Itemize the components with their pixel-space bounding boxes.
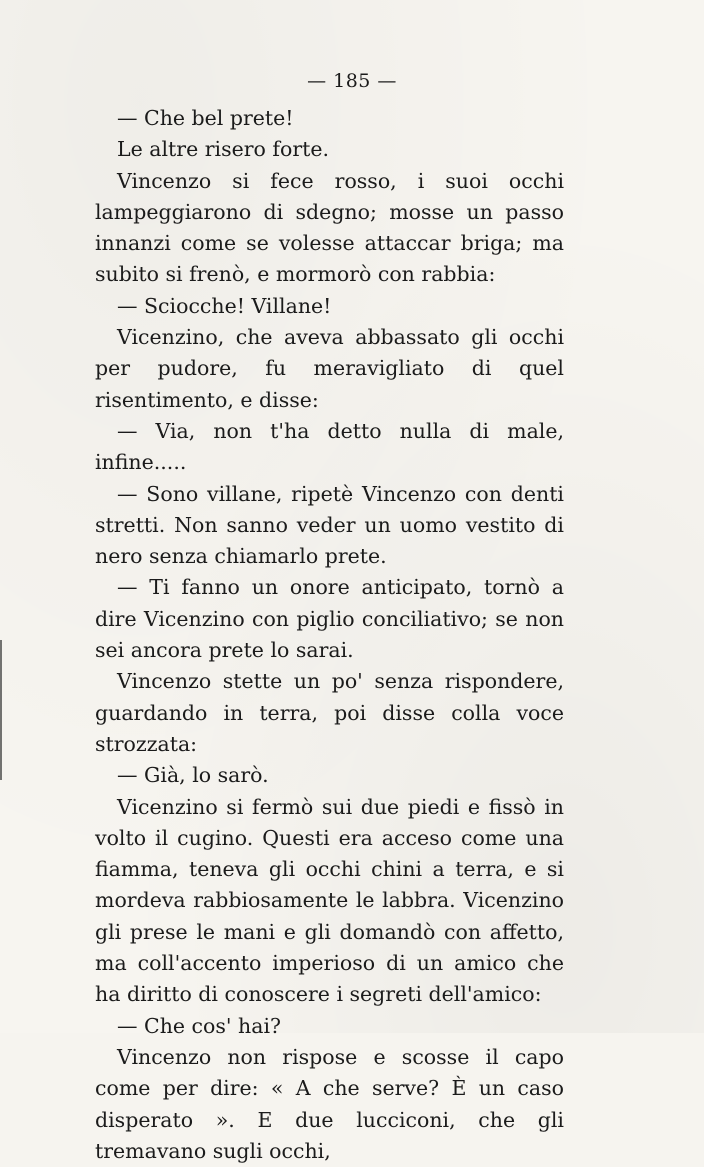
paragraph: — Sciocche! Villane! (117, 293, 332, 318)
body-text (95, 103, 564, 1167)
paragraph: Vincenzo stette un po' senza rispondere, guardando in terra, poi disse colla voce strozzata: (95, 669, 564, 756)
paragraph: — Sono villane, ripetè Vincenzo con denti stretti. Non sanno veder un uomo vestito di nero senza chiamarlo prete. (95, 481, 564, 569)
binding-edge-mark (0, 640, 8, 780)
paragraph: — Che cos' hai? (117, 1013, 282, 1038)
paragraph: Vicenzino, che aveva abbassato gli occhi per pudore, fu meravigliato di quel risentimento, e disse: (95, 325, 564, 412)
paragraph: Vicenzino si fermò sui due piedi e fissò in volto il cugino. Questi era acceso come una fiamma, teneva gli occhi chini a terra, e si mordeva rabbiosamente le labbra. Vicenzino gli prese le mani e gli domandò con affetto, ma coll'accento imperioso di un amico che ha diritto di conoscere i segreti dell'amico: (95, 794, 564, 1007)
paragraph: Le altre risero forte. (117, 137, 330, 162)
paragraph: — Che bel prete! (117, 106, 294, 130)
paragraph: — Ti fanno un onore anticipato, tornò a dire Vicenzino con piglio conciliativo; se non sei ancora prete lo sarai. (95, 575, 564, 663)
paragraph: — Via, non t'ha detto nulla di male, infine..... (95, 418, 564, 475)
paragraph: Vincenzo si fece rosso, i suoi occhi lampeggiarono di sdegno; mosse un passo innanzi come se volesse attaccar briga; ma subito si frenò, e mormorò con rabbia: (95, 168, 564, 287)
paragraph: Vincenzo non rispose e scosse il capo come per dire: « A che serve? È un caso disperato ». E due lucciconi, che gli tremavano sugli occhi, (95, 1044, 564, 1163)
paragraph: — Già, lo sarò. (117, 763, 269, 788)
page-number: — 185 — (307, 70, 397, 92)
